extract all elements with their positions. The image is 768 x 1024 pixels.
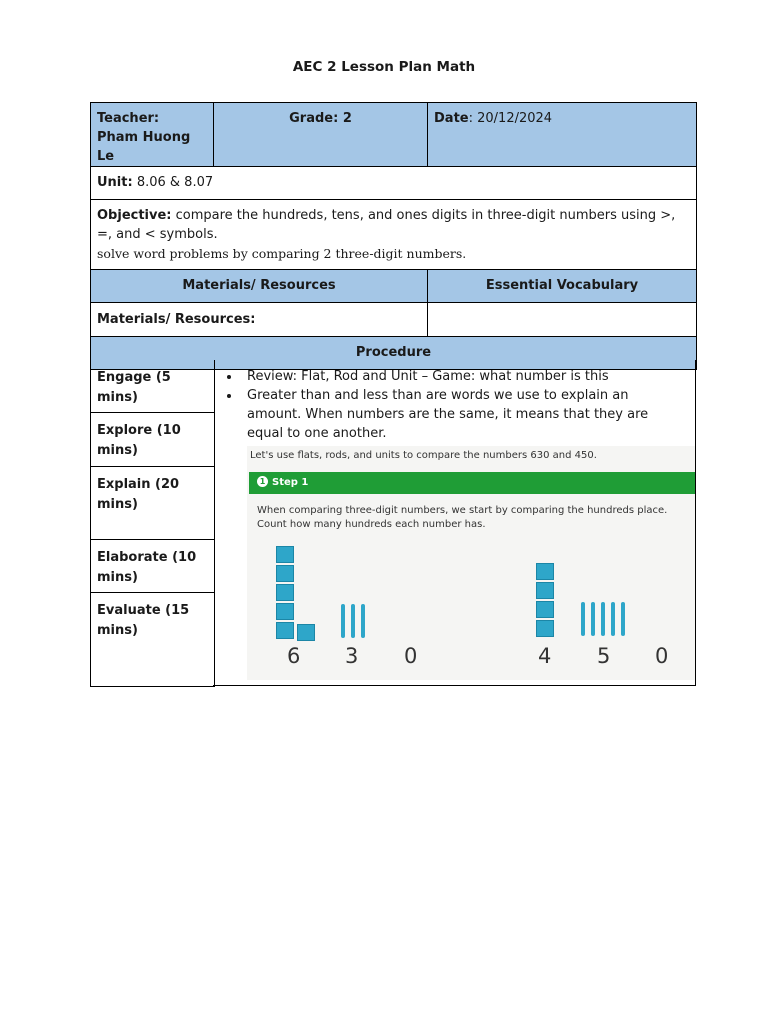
date-cell [428, 103, 697, 167]
procedure-header: Procedure [91, 337, 697, 370]
rod-block-icon [581, 602, 585, 636]
embedded-lesson-image [247, 446, 695, 680]
grade-cell [214, 103, 428, 167]
stage-elaborate: Elaborate (10 mins) [91, 540, 214, 593]
grade-label: Grade: 2 [289, 111, 352, 126]
rod-block-icon [351, 604, 355, 638]
flat-block-icon [297, 624, 315, 641]
number-a-tens: 3 [345, 644, 359, 668]
flat-block-icon [536, 563, 554, 580]
flat-block-icon [536, 601, 554, 618]
embedded-intro-text: Let's use flats, rods, and units to compare the numbers 630 and 450. [250, 450, 597, 461]
number-a-ones: 0 [404, 644, 418, 668]
flat-block-icon [276, 584, 294, 601]
rod-block-icon [621, 602, 625, 636]
stage-engage: Engage (5 mins) [91, 360, 214, 413]
activity-bullet: • Review: Flat, Rod and Unit – Game: what number is this [241, 367, 683, 386]
stage-evaluate: Evaluate (15 mins) [97, 603, 190, 638]
number-a-hundreds: 6 [287, 644, 301, 668]
activity-list [223, 367, 683, 443]
activity-bullet: • Greater than and less than are words we use to explain an amount. When numbers are the same, it means that they are equal to one another. [241, 386, 683, 443]
flat-block-icon [276, 603, 294, 620]
number-b-tens: 5 [597, 644, 611, 668]
stage-column [90, 360, 215, 687]
unit-cell [91, 167, 697, 200]
materials-header: Materials/ Resources [91, 270, 428, 303]
objective-label: Objective: [97, 208, 172, 223]
number-b-ones: 0 [655, 644, 669, 668]
vocabulary-header: Essential Vocabulary [428, 270, 697, 303]
flat-block-icon [536, 582, 554, 599]
flat-block-icon [536, 620, 554, 637]
materials-cell: Materials/ Resources: [91, 303, 428, 337]
rod-block-icon [341, 604, 345, 638]
lesson-plan-table [90, 102, 697, 370]
objective-cell [91, 200, 697, 270]
step-banner [249, 472, 695, 494]
unit-value: 8.06 & 8.07 [132, 175, 214, 190]
step-explanation: When comparing three-digit numbers, we start by comparing the hundreds place. Count how many hundreds each number has. [257, 505, 668, 530]
step-number-icon: 1 [257, 476, 268, 487]
date-label: Date [434, 111, 469, 126]
stage-explain: Explain (20 mins) [91, 467, 214, 540]
unit-label: Unit: [97, 175, 133, 190]
rod-block-icon [601, 602, 605, 636]
stage-explore: Explore (10 mins) [91, 413, 214, 467]
date-value: : 20/12/2024 [468, 111, 553, 126]
rod-block-icon [611, 602, 615, 636]
number-b-hundreds: 4 [538, 644, 552, 668]
teacher-label: Teacher: [97, 111, 160, 126]
objective-text-2: solve word problems by comparing 2 three-digit numbers. [97, 246, 467, 261]
flat-block-icon [276, 565, 294, 582]
teacher-name: Pham Huong Le [97, 130, 191, 164]
vocabulary-cell [428, 303, 697, 337]
objective-text: compare the hundreds, tens, and ones digits in three-digit numbers using >, =, and < symbols. [97, 208, 676, 242]
rod-block-icon [591, 602, 595, 636]
teacher-cell [91, 103, 214, 167]
step-label: Step 1 [272, 477, 309, 488]
flat-block-icon [276, 546, 294, 563]
flat-block-icon [276, 622, 294, 639]
rod-block-icon [361, 604, 365, 638]
document-title: AEC 2 Lesson Plan Math [292, 59, 476, 75]
